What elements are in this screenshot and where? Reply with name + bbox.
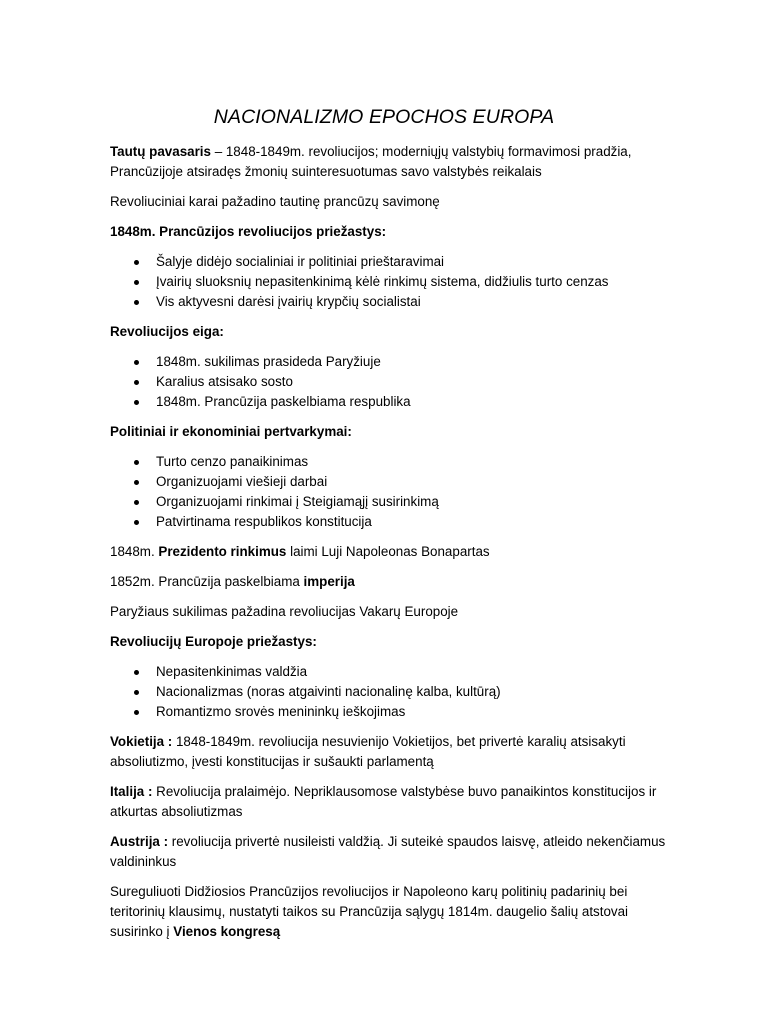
list-item	[110, 472, 670, 492]
list-item-text: Organizuojami viešieji darbai	[156, 474, 328, 489]
document-body	[110, 142, 670, 952]
term-bold: Italija :	[110, 784, 153, 799]
paragraph-vienos-kongresas	[110, 882, 670, 942]
paragraph-text: laimi Luji Napoleonas Bonapartas	[286, 544, 490, 559]
list-item-text: Šalyje didėjo socialiniai ir politiniai prieštaravimai	[156, 254, 445, 269]
list-item	[110, 492, 670, 512]
list-item	[110, 292, 670, 312]
term-bold: imperija	[303, 574, 355, 589]
list-item	[110, 252, 670, 272]
paragraph-prezidento-rinkimai	[110, 542, 670, 562]
bullet-list-pertvarkymai	[110, 452, 670, 532]
term-bold: Austrija :	[110, 834, 169, 849]
term-bold: Vokietija :	[110, 734, 173, 749]
list-item-text: 1848m. sukilimas prasideda Paryžiuje	[156, 354, 381, 369]
paragraph-paryziaus-sukilimas: Paryžiaus sukilimas pažadina revoliucijas Vakarų Europoje	[110, 604, 459, 619]
bullet-icon	[134, 300, 139, 305]
list-item-text: Nacionalizmas (noras atgaivinti nacionalinę kalba, kultūrą)	[156, 684, 501, 699]
heading-text: Revoliucijų Europoje priežastys:	[110, 634, 317, 649]
list-item-text: Karalius atsisako sosto	[156, 374, 293, 389]
section-heading	[110, 632, 670, 652]
bullet-icon	[134, 670, 139, 675]
bullet-list-europos-priezastys	[110, 662, 670, 722]
paragraph-tautu-pavasaris	[110, 142, 670, 182]
list-item	[110, 272, 670, 292]
list-item-text: 1848m. Prancūzija paskelbiama respublika	[156, 394, 411, 409]
list-item	[110, 512, 670, 532]
paragraph-imperija	[110, 572, 670, 592]
bullet-icon	[134, 480, 139, 485]
list-item-text: Romantizmo srovės menininkų ieškojimas	[156, 704, 406, 719]
page-title: NACIONALIZMO EPOCHOS EUROPA	[213, 106, 555, 128]
heading-text: Politiniai ir ekonominiai pertvarkymai:	[110, 424, 352, 439]
paragraph-text: – 1848-1849m. revoliucijos; moderniųjų valstybių formavimosi pradžia, Prancūzijoje atsiradęs žmonių suinteresuotumas savo valstybės reikalais	[110, 144, 632, 179]
list-item-text: Organizuojami rinkimai į Steigiamąjį susirinkimą	[156, 494, 439, 509]
bullet-icon	[134, 360, 139, 365]
list-item	[110, 352, 670, 372]
list-item-text: Vis aktyvesni darėsi įvairių krypčių socialistai	[156, 294, 421, 309]
list-item-text: Įvairių sluoksnių nepasitenkinimą kėlė rinkimų sistema, didžiulis turto cenzas	[156, 274, 609, 289]
list-item	[110, 682, 670, 702]
list-item	[110, 372, 670, 392]
heading-text: 1848m. Prancūzijos revoliucijos priežastys:	[110, 224, 387, 239]
paragraph-text: 1852m. Prancūzija paskelbiama	[110, 574, 304, 589]
bullet-icon	[134, 690, 139, 695]
bullet-list-eiga	[110, 352, 670, 412]
paragraph-revoliuciniai-karai: Revoliuciniai karai pažadino tautinę prancūzų savimonę	[110, 194, 440, 209]
paragraph-vokietija	[110, 732, 670, 772]
paragraph-text: revoliucija privertė nusileisti valdžią. Ji suteikė spaudos laisvę, atleido nekenčiamus valdininkus	[110, 834, 666, 869]
paragraph-italija	[110, 782, 670, 822]
bullet-icon	[134, 460, 139, 465]
bullet-icon	[134, 520, 139, 525]
bullet-icon	[134, 710, 139, 715]
paragraph-text: Sureguliuoti Didžiosios Prancūzijos revoliucijos ir Napoleono karų politinių padarinių bei teritorinių klausimų, nustatyti taikos su Prancūzija sąlygų 1814m. daugelio šalių atstovai susirinko į	[110, 884, 629, 939]
list-item	[110, 452, 670, 472]
list-item	[110, 702, 670, 722]
term-bold: Prezidento rinkimus	[158, 544, 287, 559]
list-item	[110, 392, 670, 412]
paragraph-text: 1848m.	[110, 544, 159, 559]
term-bold: Tautų pavasaris	[110, 144, 211, 159]
bullet-icon	[134, 280, 139, 285]
section-heading	[110, 222, 670, 242]
paragraph-text: 1848-1849m. revoliucija nesuvienijo Vokietijos, bet privertė karalių atsisakyti absoliutizmo, įvesti konstitucijas ir sušaukti parlamentą	[110, 734, 626, 769]
list-item-text: Patvirtinama respublikos konstitucija	[156, 514, 372, 529]
paragraph-text: Revoliucija pralaimėjo. Nepriklausomose valstybėse buvo panaikintos konstitucijos ir atkurtas absoliutizmas	[110, 784, 657, 819]
bullet-icon	[134, 260, 139, 265]
section-heading	[110, 422, 670, 442]
paragraph-austrija	[110, 832, 670, 872]
list-item-text: Turto cenzo panaikinimas	[156, 454, 309, 469]
list-item	[110, 662, 670, 682]
heading-text: Revoliucijos eiga:	[110, 324, 224, 339]
term-bold: Vienos kongresą	[173, 924, 281, 939]
bullet-icon	[134, 380, 139, 385]
bullet-icon	[134, 400, 139, 405]
bullet-list-priezastys	[110, 252, 670, 312]
list-item-text: Nepasitenkinimas valdžia	[156, 664, 308, 679]
bullet-icon	[134, 500, 139, 505]
section-heading	[110, 322, 670, 342]
